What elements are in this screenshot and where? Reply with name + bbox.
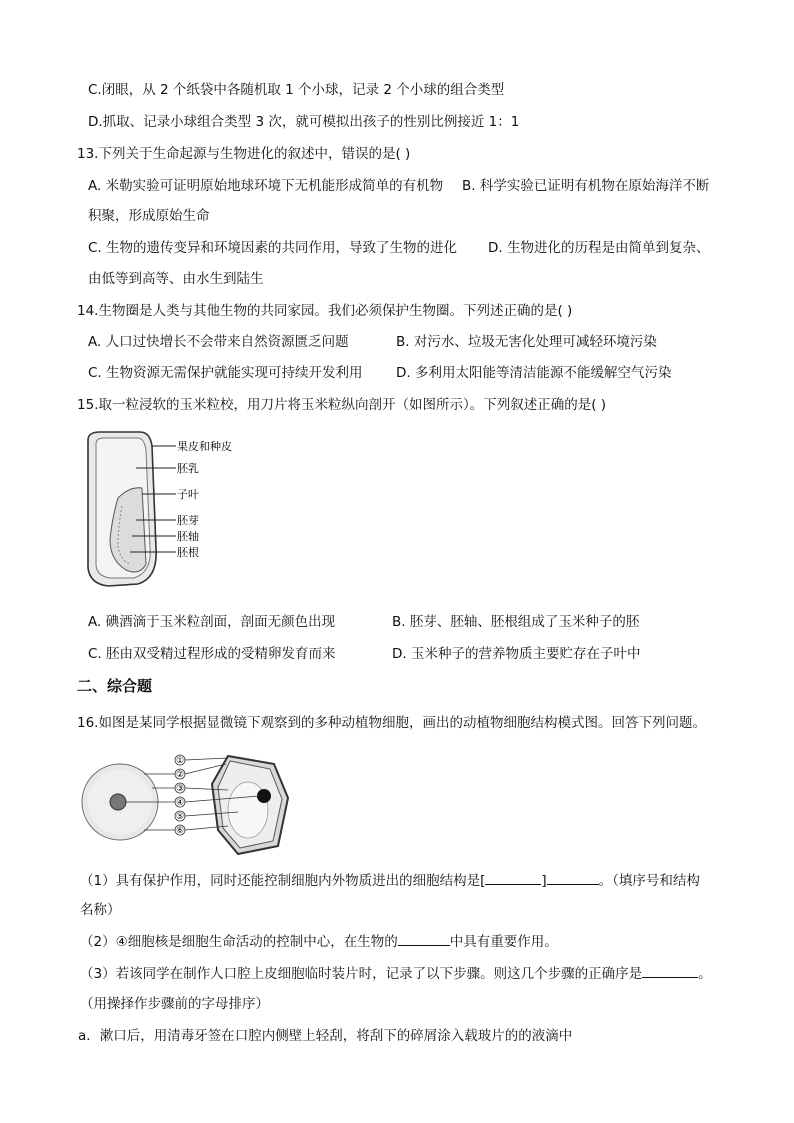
q16-part3-line2: （用操择作步骤前的字母排序） — [80, 996, 269, 1012]
q15-stem: 15.取一粒浸软的玉米粒校，用刀片将玉米粒纵向剖开（如图所示）。下列叙述正确的是( ) — [77, 397, 607, 413]
q13-option-c: C. 生物的遗传变异和环境因素的共同作用，导致了生物的进化 — [88, 240, 458, 256]
q16-part1-line1: （1）具有保护作用，同时还能控制细胞内外物质进出的细胞结构是[ ] 。（填序号和结构 — [80, 870, 700, 891]
section-heading: 二、综合题 — [77, 677, 153, 695]
label-6: ⑥ — [175, 826, 185, 836]
label-5: ⑤ — [175, 812, 185, 822]
q15-option-b: B. 胚芽、胚轴、胚根组成了玉米种子的胚 — [392, 614, 640, 630]
label-2: ② — [175, 770, 185, 780]
animal-nucleus — [110, 794, 126, 810]
q15-option-c: C. 胚由双受精过程形成的受精卵发育而来 — [88, 646, 336, 662]
label-1: ① — [175, 756, 185, 766]
answer-blank-structure[interactable] — [547, 870, 599, 885]
q14-option-b: B. 对污水、垃圾无害化处理可减轻环境污染 — [396, 334, 657, 350]
answer-blank-number[interactable] — [485, 870, 541, 885]
q14-option-a: A. 人口过快增长不会带来自然资源匮乏问题 — [88, 334, 349, 350]
label-pericarp: 果皮和种皮 — [177, 440, 232, 453]
q12-option-d: D.抓取、记录小球组合类型 3 次，就可模拟出孩子的性别比例接近 1：1 — [88, 114, 520, 130]
q13-stem: 13.下列关于生命起源与生物进化的叙述中，错误的是( ) — [77, 146, 411, 162]
q14-stem: 14.生物圈是人类与其他生物的共同家园。我们必须保护生物圈。下列述正确的是( ) — [77, 303, 573, 319]
q13-option-a: A. 米勒实验可证明原始地球环境下无机能形成简单的有机物 — [88, 178, 444, 194]
q14-option-c: C. 生物资源无需保护就能实现可持续开发利用 — [88, 365, 363, 381]
cell-structure-figure — [78, 750, 300, 858]
q13-option-b: B. 科学实验已证明有机物在原始海洋不断 — [462, 178, 710, 194]
label-3: ③ — [175, 784, 185, 794]
q14-option-d: D. 多利用太阳能等清洁能源不能缓解空气污染 — [396, 365, 672, 381]
q15-option-d: D. 玉米种子的营养物质主要贮存在子叶中 — [392, 646, 641, 662]
q16-stem: 16.如图是某同学根据显微镜下观察到的多种动植物细胞，画出的动植物细胞结构模式图。回答下列问题。 — [77, 715, 706, 731]
q16-part2: （2）④细胞核是细胞生命活动的控制中心，在生物的 中具有重要作用。 — [80, 931, 558, 952]
label-4: ④ — [175, 798, 185, 808]
q12-option-c: C.闭眼，从 2 个纸袋中各随机取 1 个小球，记录 2 个小球的组合类型 — [88, 82, 505, 98]
q15-option-a: A. 碘酒滴于玉米粒剖面，剖面无颜色出现 — [88, 614, 336, 630]
q13-option-d: D. 生物进化的历程是由简单到复杂、 — [488, 240, 710, 256]
answer-blank-role[interactable] — [398, 931, 450, 946]
q13-option-b-cont: 积聚，形成原始生命 — [88, 208, 210, 224]
label-hypocotyl: 胚轴 — [177, 530, 199, 543]
q16-step-a: a．漱口后，用清毒牙签在口腔内侧壁上轻刮，将刮下的碎屑涂入载玻片的的液滴中 — [78, 1028, 573, 1044]
q16-part3-line1: （3）若该同学在制作人口腔上皮细胞临时装片时，记录了以下步骤。则这几个步骤的正确序是 。 — [80, 963, 712, 984]
q13-option-d-cont: 由低等到高等、由水生到陆生 — [88, 271, 264, 287]
label-endosperm: 胚乳 — [177, 462, 199, 475]
label-cotyledon: 子叶 — [177, 488, 199, 501]
label-radicle: 胚根 — [177, 546, 199, 559]
answer-blank-order[interactable] — [642, 963, 698, 978]
label-plumule: 胚芽 — [177, 514, 199, 527]
q16-part1-line2: 名称） — [80, 902, 121, 918]
corn-kernel-figure — [78, 428, 253, 593]
